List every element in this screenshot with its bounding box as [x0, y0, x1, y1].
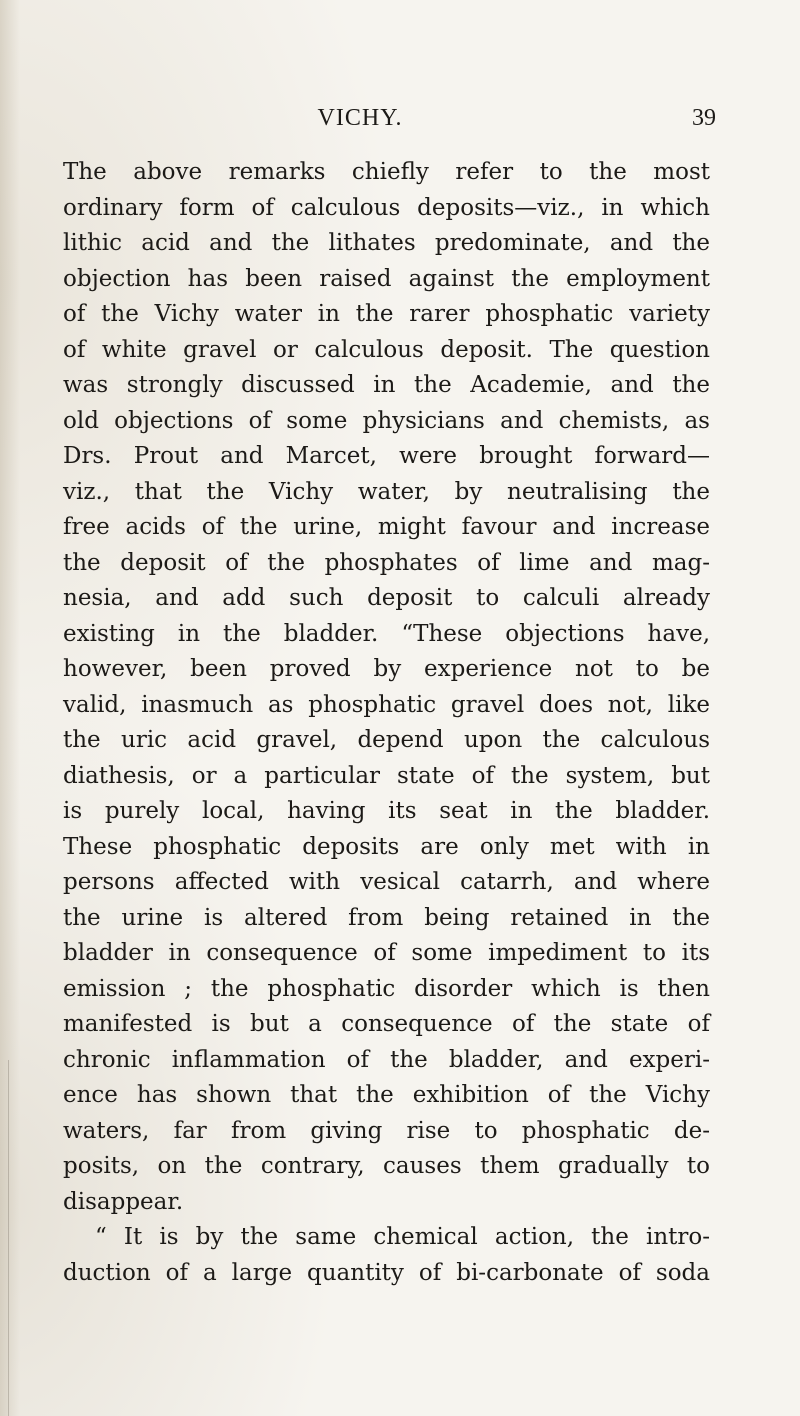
text-line: persons affected with vesical catarrh, and where: [63, 869, 710, 895]
page-number: 39: [692, 105, 716, 131]
text-line: diathesis, or a particular state of the system, but: [63, 762, 710, 789]
text-line: “ It is by the same chemical action, the intro-: [95, 1224, 710, 1250]
text-line: bladder in consequence of some impediment to its: [63, 940, 710, 966]
text-line: old objections of some physicians and chemists, as: [63, 407, 710, 434]
text-line: valid, inasmuch as phosphatic gravel does not, like: [63, 691, 710, 718]
text-line: free acids of the urine, might favour and increase: [63, 514, 710, 540]
text-line: lithic acid and the lithates predominate, and the: [63, 230, 710, 256]
text-line: however, been proved by experience not to be: [63, 656, 710, 682]
text-line: manifested is but a consequence of the state of: [63, 1011, 710, 1037]
text-line: emission ; the phosphatic disorder which is then: [63, 975, 710, 1002]
body-text: [63, 155, 710, 1291]
text-line: the deposit of the phosphates of lime and mag-: [63, 549, 710, 576]
text-line: existing in the bladder. “These objections have,: [63, 620, 710, 647]
text-line: the uric acid gravel, depend upon the calculous: [63, 727, 710, 753]
text-line: objection has been raised against the employment: [63, 265, 710, 292]
text-line: ence has shown that the exhibition of the Vichy: [63, 1082, 710, 1108]
running-title: VICHY.: [317, 105, 403, 131]
text-line: ordinary form of calculous deposits—viz., in which: [63, 194, 710, 221]
text-line: the urine is altered from being retained in the: [63, 904, 710, 931]
text-line: nesia, and add such deposit to calculi already: [63, 585, 710, 611]
page-edge-line: [8, 1060, 9, 1416]
text-line: waters, far from giving rise to phosphatic de-: [63, 1117, 710, 1144]
text-line: viz., that the Vichy water, by neutralising the: [63, 478, 710, 505]
text-line: of white gravel or calculous deposit. The question: [63, 336, 710, 363]
gutter-shadow: [0, 0, 20, 1416]
text-line: chronic inflammation of the bladder, and experi-: [63, 1046, 710, 1073]
text-line: is purely local, having its seat in the bladder.: [63, 798, 710, 824]
text-line: duction of a large quantity of bi-carbonate of soda: [63, 1259, 710, 1286]
text-line: These phosphatic deposits are only met with in: [63, 833, 710, 860]
text-line: Drs. Prout and Marcet, were brought forward—: [63, 443, 710, 469]
text-line: of the Vichy water in the rarer phosphatic variety: [63, 301, 710, 327]
text-line: was strongly discussed in the Academie, and the: [63, 372, 710, 398]
text-line: The above remarks chiefly refer to the most: [63, 159, 710, 185]
text-line: posits, on the contrary, causes them gradually to: [63, 1153, 710, 1179]
text-line: disappear.: [63, 1188, 184, 1215]
running-head: [0, 101, 800, 135]
